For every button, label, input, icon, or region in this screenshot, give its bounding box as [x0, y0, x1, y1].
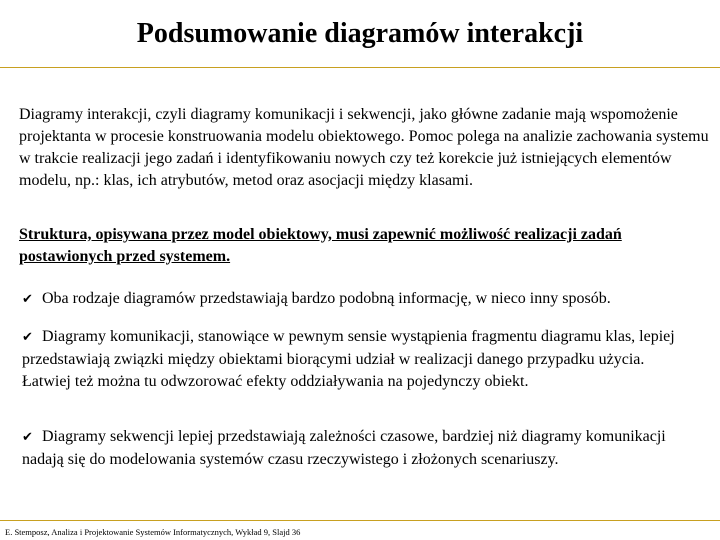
- title-divider: [0, 67, 720, 68]
- checkmark-icon: ✔: [22, 430, 33, 445]
- slide-title: Podsumowanie diagramów interakcji: [136, 18, 584, 49]
- bullet-item: [22, 288, 692, 311]
- structure-statement: Struktura, opisywana przez model obiektowy, musi zapewnić możliwość realizacji zadań postawionych przed systemem.: [19, 226, 622, 265]
- footer-divider: [0, 520, 720, 521]
- intro-paragraph: Diagramy interakcji, czyli diagramy komunikacji i sekwencji, jako główne zadanie mają wspomożenie projektanta w procesie konstruowania modelu obiektowego. Pomoc polega na analizie zachowania systemu w trakcie realizacji jego zadań i identyfikowaniu nowych czy też korekcie już istniejących elementów modelu, np.: klas, ich atrybutów, metod oraz asocjacji między klasami.: [19, 106, 709, 189]
- bullet-item: [22, 326, 692, 393]
- bullet-text: Oba rodzaje diagramów przedstawiają bardzo podobną informację, w nieco inny sposób.: [42, 290, 611, 307]
- checkmark-icon: ✔: [22, 330, 33, 345]
- bullet-text: Diagramy sekwencji lepiej przedstawiają zależności czasowe, bardziej niż diagramy komunikacji nadają się do modelowania systemów czasu rzeczywistego i złożonych scenariuszy.: [22, 428, 666, 468]
- bullet-item: [22, 426, 692, 471]
- slide-footer: E. Stemposz, Analiza i Projektowanie Systemów Informatycznych, Wykład 9, Slajd 36: [5, 527, 301, 537]
- checkmark-icon: ✔: [22, 292, 33, 307]
- bullet-text: Diagramy komunikacji, stanowiące w pewnym sensie wystąpienia fragmentu diagramu klas, lepiej przedstawiają związki między obiektami biorącymi udział w realizacji danego przypadku użycia. Łatwiej też można tu odwzorować efekty oddziaływania na pojedynczy obiekt.: [22, 328, 675, 390]
